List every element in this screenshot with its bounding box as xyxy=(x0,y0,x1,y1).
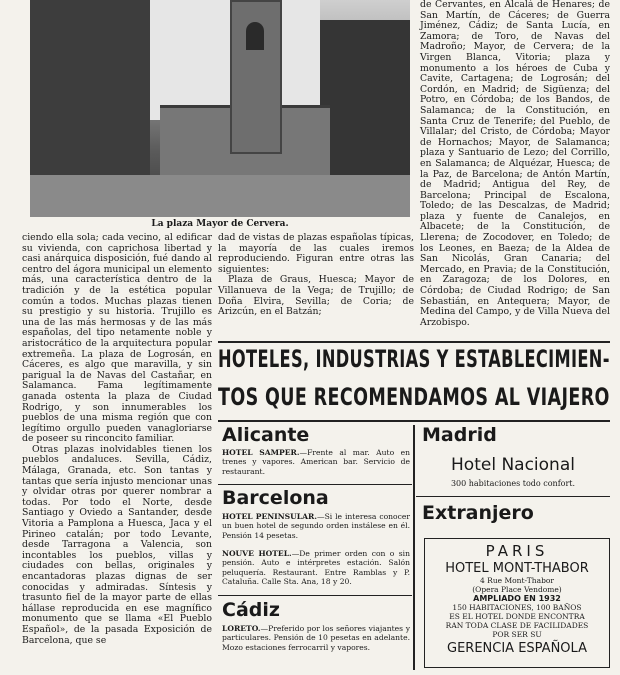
paris-address: 4 Rue Mont-Thabor xyxy=(480,576,554,585)
ad-cadiz xyxy=(222,624,410,652)
ad-heading-alicante: Alicante xyxy=(222,424,310,446)
paris-hotel-name: HOTEL MONT-THABOR xyxy=(445,561,589,576)
ad-barcelona-nouve xyxy=(222,549,410,587)
paragraph: ciendo ella sola; cada vecino, al edificar su vivienda, con caprichosa libertad y casi anárquica disposición, fué dando al centro del ágora municipal un elemento más, una característica dentro de la tradición y de la estética popular común a todos. Muchas plazas tienen su prestigio y su historia. Trujillo es una de las más hermosas y de las más españolas, del tipo netamente noble y aristocrático de la arquitectura popular extremeña. La plaza de Logrosán, en Cáceres, es algo que maravilla, y sin parigual la de Navas del Castañar, en Salamanca. Fama legítimamente ganada ostenta la plaza de Ciudad Rodrigo, y son innumerables los pueblos de una misma región que con legítimo orgullo pueden vanagloriarse de poseer su rinconcito familiar. xyxy=(22,232,212,445)
ad-heading-extranjero: Extranjero xyxy=(422,502,534,524)
ad-alicante xyxy=(222,448,410,476)
madrid-hotel-detail: 300 habitaciones todo confort. xyxy=(450,479,576,488)
paragraph: de Cervantes, en Alcalá de Henares; de San Martín, de Cáceres; de Guerra Jiménez, Cádiz; de Santa Lucía, en Zamora; de Toro, de Navas del Madroño; Mayor, de Cervera; de la Virgen Blanca, Vitoria; plaza y monumento a los héroes de Cuba y Cavite, Cartagena; de Logrosán; del Cordón, en Madrid; de Sigüenza; del Potro, en Córdoba; de los Bandos, de Salamanca; de la Constitución, en Santa Cruz de Tenerife; del Pueblo, de Villalar; del Cristo, de Córdoba; Mayor de Hornachos; Mayor, de Salamanca; plaza y Santuario de Lezo; del Corrillo, en Salamanca; de Alquézar, Huesca; de la Paz, de Barcelona; de Antón Martín, de Madrid; Antigua del Rey, de Barcelona; Principal de Escalona, Toledo; de las Descalzas, de Madrid; plaza y fuente de Canalejos, en Albacete; de la Constitución, de Llerena; de Zocodover, en Toledo; de los Leones, en Baeza; de la Aldea de San Nicolás, Gran Canaria; del Mercado, en Pravia; de la Constitución, en Zaragoza; de los Dolores, en Córdoba; de Ciudad Rodrigo; de San Sebastián, en Antequera; Mayor, de Medina del Campo, y de Villa Nueva del Arzobispo. xyxy=(420,0,610,328)
article-column-1 xyxy=(22,233,212,673)
ad-text: —Si le interesa conocer un buen hotel de segundo orden instálese en él. Pensión 14 pesetas. xyxy=(222,512,411,540)
paragraph: dad de vistas de plazas españolas típicas, la mayoría de las cuales iremos reproduciendo. Figuran entre otras las siguientes: xyxy=(218,232,414,275)
paris-line-1: ES EL HOTEL DONDE ENCONTRA xyxy=(449,612,585,621)
paris-city: PARIS xyxy=(485,542,549,560)
divider xyxy=(218,420,610,422)
ad-text: —Frente al mar. Auto en trenes y vapores. American bar. Servicio de restaurant. xyxy=(222,448,410,476)
ad-barcelona-peninsular xyxy=(222,512,410,540)
paris-line-3: POR SER SU xyxy=(492,630,542,639)
paris-enlarged: AMPLIADO EN 1932 xyxy=(473,594,561,603)
hotel-name: NOUVE HOTEL. xyxy=(222,549,292,558)
divider xyxy=(218,341,610,343)
paris-place: (Opera Place Vendome) xyxy=(472,585,562,594)
madrid-hotel-name: Hotel Nacional xyxy=(451,455,575,475)
banner-line-2: TOS QUE RECOMENDAMOS AL VIAJERO xyxy=(218,383,610,411)
paris-rooms: 150 HABITACIONES, 100 BAÑOS xyxy=(452,603,582,612)
paris-management: GERENCIA ESPAÑOLA xyxy=(447,641,587,656)
hotel-name: HOTEL SAMPER. xyxy=(222,448,300,457)
plaza-mayor-photo xyxy=(30,0,410,217)
article-column-3 xyxy=(420,0,610,335)
divider xyxy=(218,484,412,485)
divider xyxy=(416,496,610,497)
ad-text: —Preferido por los señores viajantes y particulares. Pensión de 10 pesetas en adelante. Mozo estaciones ferrocarril y vapores. xyxy=(222,624,410,652)
ad-heading-cadiz: Cádiz xyxy=(222,599,280,621)
ad-paris-hotel xyxy=(424,538,610,668)
ad-heading-barcelona: Barcelona xyxy=(222,487,329,509)
paragraph: Plaza de Graus, Huesca; Mayor de Villanueva de la Vega; de Trujillo; de Doña Elvira, Sevilla; de Coria; de Arizcún, en el Batzán; xyxy=(218,274,414,318)
hotel-name: HOTEL PENINSULAR. xyxy=(222,512,317,521)
paris-line-2: RAN TODA CLASE DE FACILIDADES xyxy=(445,621,589,630)
photo-caption: La plaza Mayor de Cervera. xyxy=(151,219,289,229)
ad-heading-madrid: Madrid xyxy=(422,424,497,446)
paragraph: Otras plazas inolvidables tienen los pueblos andaluces. Sevilla, Cádiz, Málaga, Granada, etc. Son tantas y tantas que sería injusto mencionar unas y olvidar otras por querer nombrar a todas. Por todo el Norte, desde Santiago y Oviedo a Santander, desde Vitoria a Pamplona a Huesca, Jaca y el Pirineo catalán; por todo Levante, desde Tarragona a Valencia, son incontables los pueblos, villas y ciudades con bellas, originales y encantadoras plazas dignas de ser conocidas y admiradas. Síntesis y trasunto fiel de la mayor parte de ellas hállase reproducida en ese magnífico monumento que se llama «El Pueblo Español», de la pasada Exposición de Barcelona, que se xyxy=(22,443,212,646)
hotel-name: LORETO. xyxy=(222,624,261,633)
divider xyxy=(218,595,412,596)
column-divider xyxy=(413,425,415,670)
article-column-2 xyxy=(218,233,414,333)
banner-line-1: HOTELES, INDUSTRIAS Y ESTABLECIMIEN- xyxy=(218,345,610,373)
ad-text: —De primer orden con o sin pensión. Auto e intérpretes estación. Salón peluquería. Restaurant. Entre Ramblas y P. Cataluña. Calle Sta. Ana, 18 y 20. xyxy=(222,549,410,587)
